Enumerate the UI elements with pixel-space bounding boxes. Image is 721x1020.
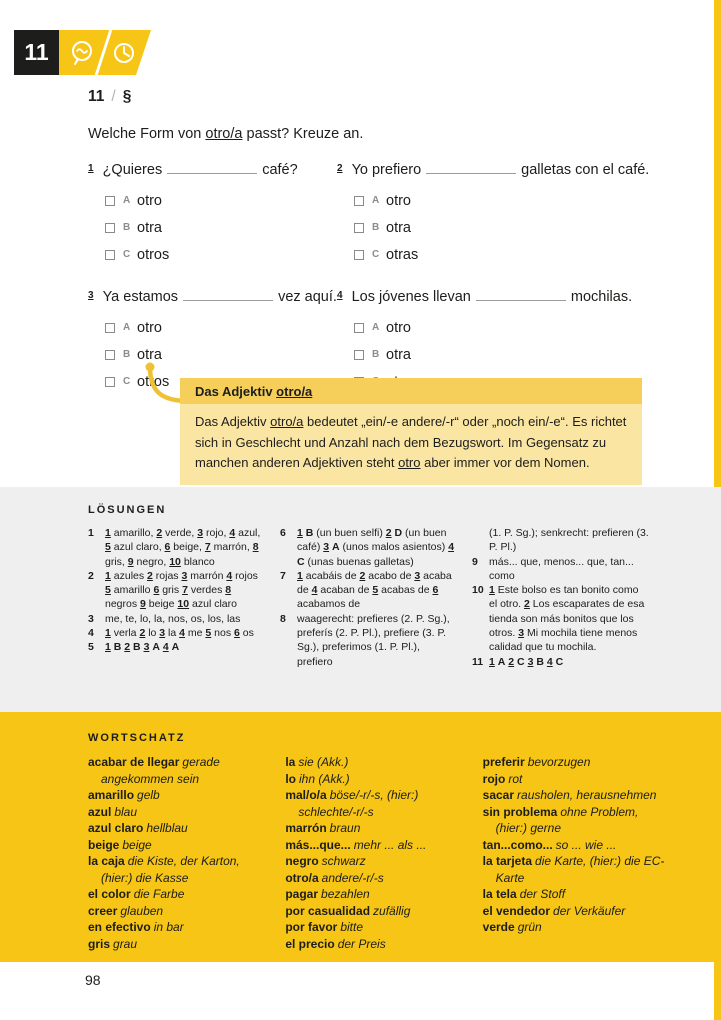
solution-item (472, 655, 649, 669)
exercise-instruction: Welche Form von otro/a passt? Kreuze an. (88, 126, 364, 142)
option-text: otros (137, 373, 170, 390)
vocab-entry (483, 754, 666, 771)
exercise-sentence (337, 160, 649, 180)
answer-blank[interactable] (167, 160, 257, 174)
solution-number: 8 (280, 612, 286, 625)
lesson-number: 11 (88, 88, 105, 105)
vocab-term: beige (88, 837, 120, 852)
solutions-column (472, 526, 649, 669)
vocab-translation: ihn (Akk.) (299, 771, 350, 786)
option-row[interactable] (105, 219, 337, 236)
option-letter: C (123, 376, 131, 387)
vocab-entry (483, 771, 666, 788)
solution-text: 1 acabáis de 2 acabo de 3 acaba de 4 acaban de 5 acabas de 6 acabamos de (297, 569, 452, 611)
solution-number: 9 (472, 555, 478, 568)
vocab-translation: böse/-r/-s, (hier:) schlechte/-r/-s (298, 788, 419, 819)
option-text: otra (386, 219, 411, 236)
vocab-translation: so ... wie ... (555, 837, 617, 852)
option-letter: B (123, 222, 131, 233)
vocab-entry (285, 771, 468, 788)
solution-number: 11 (472, 655, 484, 668)
solutions-column (280, 526, 457, 669)
sentence-before: Yo prefiero (351, 162, 422, 178)
vocab-translation: andere/-r/-s (321, 870, 384, 885)
option-letter: A (123, 322, 131, 333)
item-number: 2 (337, 163, 343, 174)
option-text: otros (137, 246, 170, 263)
option-checkbox[interactable] (354, 323, 364, 333)
solution-item (472, 526, 649, 555)
vocab-term: el precio (285, 936, 335, 951)
answer-blank[interactable] (476, 287, 566, 301)
vocab-entry (483, 804, 666, 837)
vocabulary-columns (88, 754, 666, 952)
sentence-after: café? (262, 162, 298, 178)
vocab-entry (285, 903, 468, 920)
vocab-term: rojo (482, 771, 506, 786)
option-row[interactable] (105, 319, 337, 336)
info-box-body: Das Adjektiv otro/a bedeutet „ein/-e andere/-r“ oder „noch ein/-e“. Es richtet sich in Geschlecht und Anzahl nach dem Bezugswort. Im Gegensatz zu manchen anderen Adjektiven steht otro aber immer vor dem Nomen. (180, 404, 642, 485)
vocab-entry (483, 886, 666, 903)
vocab-term: la tarjeta (482, 854, 533, 868)
solution-item (88, 626, 265, 640)
solution-number: 6 (280, 527, 286, 539)
grammar-info-box (180, 378, 642, 485)
vocab-term: marrón (285, 821, 327, 835)
vocab-translation: mehr ... als ... (353, 837, 427, 852)
vocab-translation: blau (114, 804, 138, 819)
vocab-term: amarillo (88, 788, 135, 802)
item-number: 1 (88, 163, 94, 174)
option-letter: A (123, 195, 131, 206)
solution-text: 1 azules 2 rojas 3 marrón 4 rojos 5 amarillo 6 gris 7 verdes 8 negros 9 beige 10 azul claro (105, 569, 258, 611)
vocab-entry (88, 804, 271, 821)
solution-item (88, 612, 265, 626)
vocab-entry (88, 903, 271, 920)
solution-text: más... que, menos... que, tan... como (489, 555, 634, 582)
vocab-translation: bevorzugen (527, 755, 591, 769)
vocab-translation: grau (113, 936, 138, 951)
item-number: 4 (337, 290, 343, 301)
vocabulary-column (88, 754, 271, 952)
solution-item (88, 526, 265, 569)
lesson-heading (88, 88, 640, 106)
solution-number: 2 (88, 569, 94, 582)
sentence-after: galletas con el café. (521, 162, 650, 178)
vocab-entry (285, 919, 468, 936)
vocab-term: gris (88, 936, 111, 951)
solution-text: 1 verla 2 lo 3 la 4 me 5 nos 6 os (105, 627, 254, 640)
vocab-term: azul claro (88, 821, 144, 835)
vocabulary-heading: WORTSCHATZ (88, 732, 186, 744)
vocab-entry (285, 853, 468, 870)
option-text: otra (386, 346, 411, 363)
solution-number: 7 (280, 569, 286, 582)
vocab-translation: braun (329, 821, 361, 835)
vocab-term: la (285, 755, 296, 769)
option-checkbox[interactable] (105, 196, 115, 206)
vocab-entry (285, 820, 468, 837)
vocab-entry (483, 903, 666, 920)
vocab-translation: bezahlen (321, 887, 370, 901)
vocab-entry (285, 870, 468, 887)
option-row[interactable] (354, 246, 649, 263)
answer-blank[interactable] (426, 160, 516, 174)
solution-text: 1 A 2 C 3 B 4 C (489, 655, 564, 668)
solution-item (280, 526, 457, 569)
vocab-translation: in bar (153, 920, 184, 934)
solution-text: 1 B (un buen selfi) 2 D (un buen café) 3 A (unos malos asientos) 4 C (unas buenas galletas) (297, 527, 455, 568)
vocab-entry (483, 837, 666, 854)
option-row[interactable] (354, 319, 649, 336)
vocab-entry (88, 936, 271, 953)
solution-text: 1 Este bolso es tan bonito como el otro. 2 Los escaparates de esa tienda son más bonitos que los otros. 3 Mi mochila tiene menos calidad que tu mochila. (489, 584, 645, 654)
option-checkbox[interactable] (105, 250, 115, 260)
vocab-term: negro (285, 854, 319, 868)
item-number: 3 (88, 290, 94, 301)
option-text: otra (137, 346, 162, 363)
vocab-term: pagar (285, 887, 319, 901)
vocab-entry (88, 837, 271, 854)
vocab-translation: bitte (340, 920, 364, 934)
solutions-heading: LÖSUNGEN (88, 504, 167, 516)
vocab-translation: beige (122, 837, 152, 852)
vocab-translation: rausholen, herausnehmen (517, 788, 657, 802)
exercise-sentence (337, 287, 649, 307)
vocab-term: en efectivo (88, 920, 151, 934)
vocab-term: el color (88, 887, 131, 901)
solution-number: 1 (88, 527, 94, 539)
solution-number: 3 (88, 612, 94, 625)
solution-number (472, 526, 489, 555)
info-box-title: Das Adjektiv otro/a (180, 378, 642, 404)
option-letter: B (372, 222, 380, 233)
clock-icon (110, 38, 140, 68)
vocab-term: por casualidad (285, 903, 371, 918)
vocab-translation: sie (Akk.) (298, 755, 349, 769)
solution-number: 4 (88, 627, 94, 640)
option-checkbox[interactable] (105, 223, 115, 233)
vocab-entry (88, 853, 271, 886)
vocab-translation: der Stoff (519, 887, 566, 901)
vocab-translation: glauben (120, 903, 164, 918)
heading-separator: / (111, 88, 116, 105)
exercise-item (88, 160, 337, 273)
option-list (354, 192, 649, 263)
vocab-term: por favor (285, 920, 338, 934)
solution-item (280, 569, 457, 612)
vocab-entry (88, 787, 271, 804)
solution-item (88, 640, 265, 654)
option-row[interactable] (105, 192, 337, 209)
vocab-entry (285, 886, 468, 903)
vocab-term: mal/o/a (285, 788, 327, 802)
vocab-translation: der Preis (337, 936, 386, 951)
option-row[interactable] (354, 192, 649, 209)
speech-scribble-icon (67, 38, 97, 68)
vocab-entry (285, 754, 468, 771)
solution-item (280, 612, 457, 669)
vocab-translation: hellblau (146, 821, 188, 835)
unit-icon-flag (59, 30, 151, 75)
sentence-before: Los jóvenes llevan (351, 289, 471, 305)
option-checkbox[interactable] (105, 323, 115, 333)
vocab-term: verde (482, 920, 515, 934)
solution-text: 1 B 2 B 3 A 4 A (105, 641, 180, 654)
vocab-term: más...que... (285, 837, 351, 852)
option-row[interactable] (354, 219, 649, 236)
solution-text: 1 amarillo, 2 verde, 3 rojo, 4 azul, 5 azul claro, 6 beige, 7 marrón, 8 gris, 9 negro, 10 blanco (105, 527, 261, 568)
vocab-translation: die Kiste, der Karton, (hier:) die Kasse (101, 854, 240, 885)
solution-item (472, 583, 649, 654)
vocab-term: el vendedor (482, 903, 551, 918)
vocabulary-column (483, 754, 666, 952)
option-letter: B (123, 349, 131, 360)
option-letter: B (372, 349, 380, 360)
vocab-entry (88, 919, 271, 936)
vocab-term: la tela (482, 887, 517, 901)
paragraph-symbol: § (122, 88, 132, 105)
vocab-term: azul (88, 804, 112, 819)
vocab-translation: schwarz (321, 854, 366, 868)
vocab-term: acabar de llegar (88, 755, 180, 769)
option-letter: C (123, 249, 131, 260)
vocab-entry (285, 787, 468, 820)
solution-text: me, te, lo, la, nos, os, los, las (105, 612, 241, 625)
option-text: otra (137, 219, 162, 236)
option-checkbox[interactable] (354, 250, 364, 260)
option-letter: C (372, 249, 380, 260)
vocab-entry (483, 919, 666, 936)
solution-item (472, 555, 649, 584)
option-text: otro (386, 319, 411, 336)
vocab-entry (88, 754, 271, 787)
option-checkbox[interactable] (105, 377, 115, 387)
vocab-translation: zufällig (373, 903, 411, 918)
exercise-sentence (88, 160, 337, 180)
option-letter: A (372, 195, 380, 206)
vocab-term: lo (285, 771, 296, 786)
vocab-translation: die Karte, (hier:) die EC-Karte (495, 854, 665, 885)
vocab-term: sacar (482, 788, 515, 802)
exercise-item (337, 160, 649, 273)
vocab-term: creer (88, 903, 118, 918)
vocab-entry (88, 886, 271, 903)
vocabulary-section (0, 712, 721, 962)
option-checkbox[interactable] (105, 350, 115, 360)
vocabulary-column (285, 754, 468, 952)
vocab-entry (285, 936, 468, 953)
solutions-section (0, 487, 721, 712)
vocab-entry (285, 837, 468, 854)
vocab-translation: grün (517, 920, 542, 934)
exercise-sentence (88, 287, 337, 307)
vocab-translation: die Farbe (133, 887, 185, 901)
option-checkbox[interactable] (354, 350, 364, 360)
vocab-translation: gelb (137, 788, 160, 802)
sentence-before: ¿Quieres (102, 162, 163, 178)
vocab-translation: rot (508, 771, 523, 786)
vocab-term: otro/a (285, 870, 319, 885)
page-number: 98 (85, 972, 101, 988)
solution-number: 10 (472, 584, 484, 597)
vocab-translation: der Verkäufer (553, 903, 626, 918)
option-list (105, 192, 337, 263)
solution-number: 5 (88, 641, 94, 654)
solution-text: waagerecht: prefieres (2. P. Sg.), preferís (2. P. Pl.), prefiere (3. P. Sg.), preferimos (1. P. Pl.), prefiero (297, 612, 450, 668)
vocab-entry (483, 853, 666, 886)
vocab-term: tan...como... (482, 837, 553, 852)
vocab-term: sin problema (482, 804, 558, 819)
option-text: otro (386, 192, 411, 209)
option-row[interactable] (105, 246, 337, 263)
option-letter: A (372, 322, 380, 333)
option-row[interactable] (354, 346, 649, 363)
vocab-translation: gerade angekommen sein (101, 755, 220, 786)
option-text: otro (137, 319, 162, 336)
solutions-column (88, 526, 265, 669)
vocab-term: la caja (88, 854, 125, 868)
vocab-translation: ohne Problem, (hier:) gerne (495, 804, 639, 835)
solution-item (88, 569, 265, 612)
unit-number-badge: 11 (14, 30, 59, 75)
solutions-columns (88, 526, 649, 669)
solution-text: (1. P. Sg.); senkrecht: prefieren (3. P. Pl.) (489, 527, 649, 554)
option-row[interactable] (105, 346, 337, 363)
option-text: otro (137, 192, 162, 209)
option-text: otras (386, 246, 419, 263)
option-checkbox[interactable] (354, 223, 364, 233)
exercise-section (88, 88, 650, 400)
sentence-after: vez aquí. (278, 289, 337, 305)
vocab-entry (483, 787, 666, 804)
sentence-before: Ya estamos (102, 289, 179, 305)
sentence-after: mochilas. (570, 289, 633, 305)
vocab-entry (88, 820, 271, 837)
option-checkbox[interactable] (354, 196, 364, 206)
vocab-term: preferir (482, 755, 525, 769)
answer-blank[interactable] (183, 287, 273, 301)
